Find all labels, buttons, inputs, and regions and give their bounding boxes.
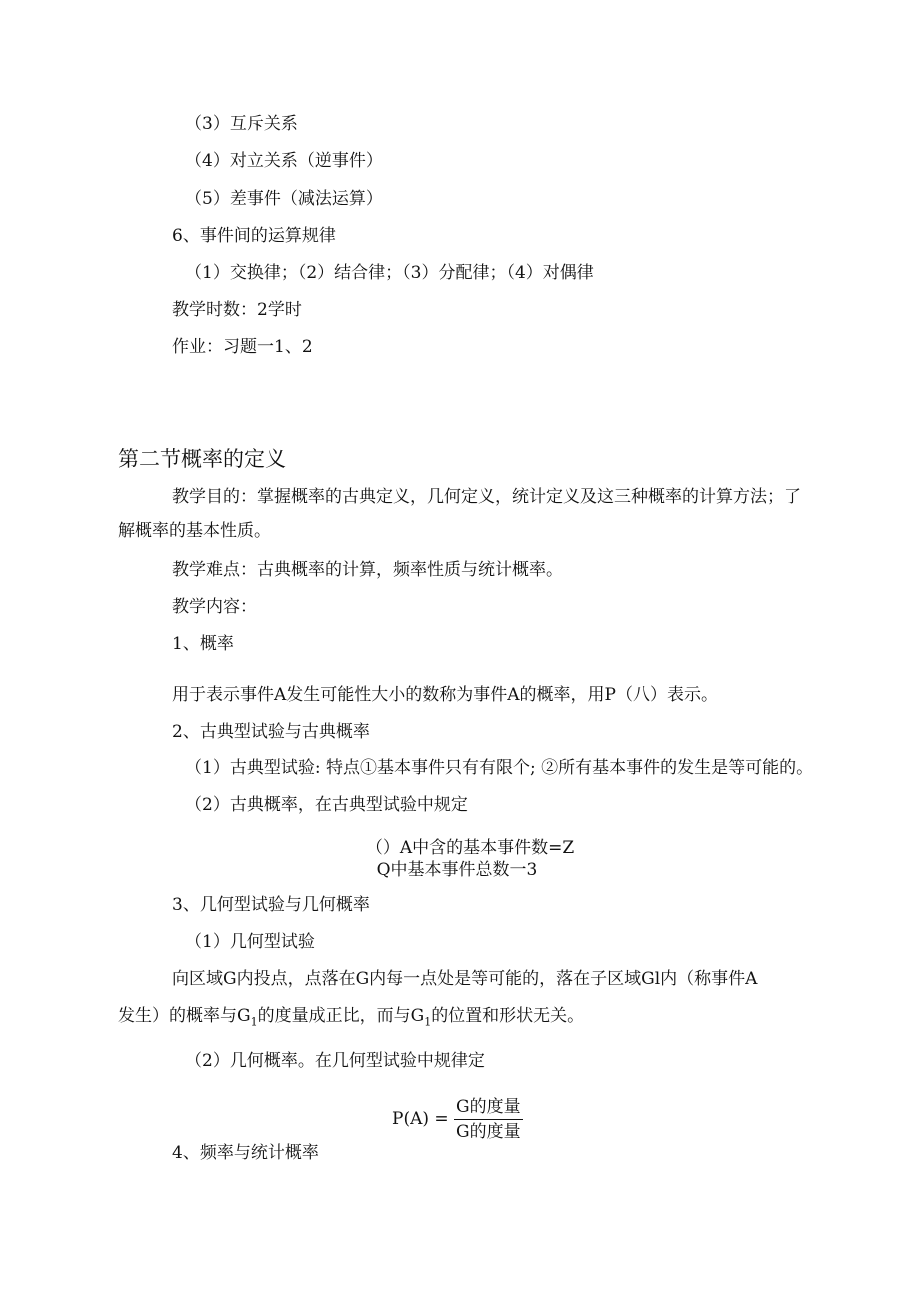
subscript-1: 1 [250, 1015, 258, 1029]
item-3-1: （1）几何型试验 [185, 932, 315, 952]
text-line-mutual-exclusion: （3）互斥关系 [185, 114, 298, 134]
item-3-heading: 3、几何型试验与几何概率 [172, 895, 370, 915]
formula-classic-top: （）A中含的基本事件数=Z [365, 838, 575, 858]
item-3-text-part-a: 发生）的概率与G [118, 1006, 251, 1026]
teaching-goal-line1: 教学目的：掌握概率的古典定义，几何定义，统计定义及这三种概率的计算方法；了 [172, 487, 801, 507]
section-title: 第二节概率的定义 [118, 447, 286, 471]
text-line-teaching-hours: 教学时数：2学时 [172, 300, 302, 320]
formula-geometric [392, 1096, 523, 1143]
text-line-opposite-relation: （4）对立关系（逆事件） [185, 151, 383, 171]
formula-geometric-lhs: P(A) = [392, 1109, 449, 1129]
formula-geometric-denominator: G的度量 [456, 1122, 521, 1142]
teaching-content-label: 教学内容： [172, 597, 257, 617]
item-2-heading: 2、古典型试验与古典概率 [172, 722, 370, 742]
item-3-text-line1: 向区域G内投点，点落在G内每一点处是等可能的，落在子区域Gl内（称事件A [172, 969, 758, 989]
subscript-1b: 1 [424, 1015, 432, 1029]
text-line-operation-rules: 6、事件间的运算规律 [172, 226, 336, 246]
item-2-1: （1）古典型试验: 特点①基本事件只有有限个; ②所有基本事件的发生是等可能的。 [185, 758, 814, 778]
item-1-text: 用于表示事件A发生可能性大小的数称为事件A的概率，用P（八）表示。 [172, 685, 718, 705]
teaching-goal-line2: 解概率的基本性质。 [118, 521, 271, 541]
teaching-difficulty: 教学难点：古典概率的计算，频率性质与统计概率。 [172, 560, 563, 580]
item-1-heading: 1、概率 [172, 634, 234, 654]
text-line-homework: 作业：习题一1、2 [172, 337, 313, 357]
text-line-laws: （1）交换律；（2）结合律；（3）分配律；（4）对偶律 [185, 263, 594, 283]
item-3-text-part-c: 的位置和形状无关。 [431, 1006, 585, 1026]
item-4-heading: 4、频率与统计概率 [172, 1143, 319, 1163]
item-3-2: （2）几何概率。在几何型试验中规律定 [185, 1051, 485, 1071]
formula-classic-bottom: Q中基本事件总数一3 [376, 860, 538, 880]
item-3-text-line2 [118, 1005, 584, 1033]
item-2-2: （2）古典概率，在古典型试验中规定 [185, 795, 468, 815]
item-3-text-part-b: 的度量成正比，而与G [257, 1006, 425, 1026]
text-line-difference-event: （5）差事件（减法运算） [185, 189, 383, 209]
formula-geometric-fraction [454, 1096, 523, 1143]
formula-geometric-numerator: G的度量 [454, 1096, 523, 1120]
